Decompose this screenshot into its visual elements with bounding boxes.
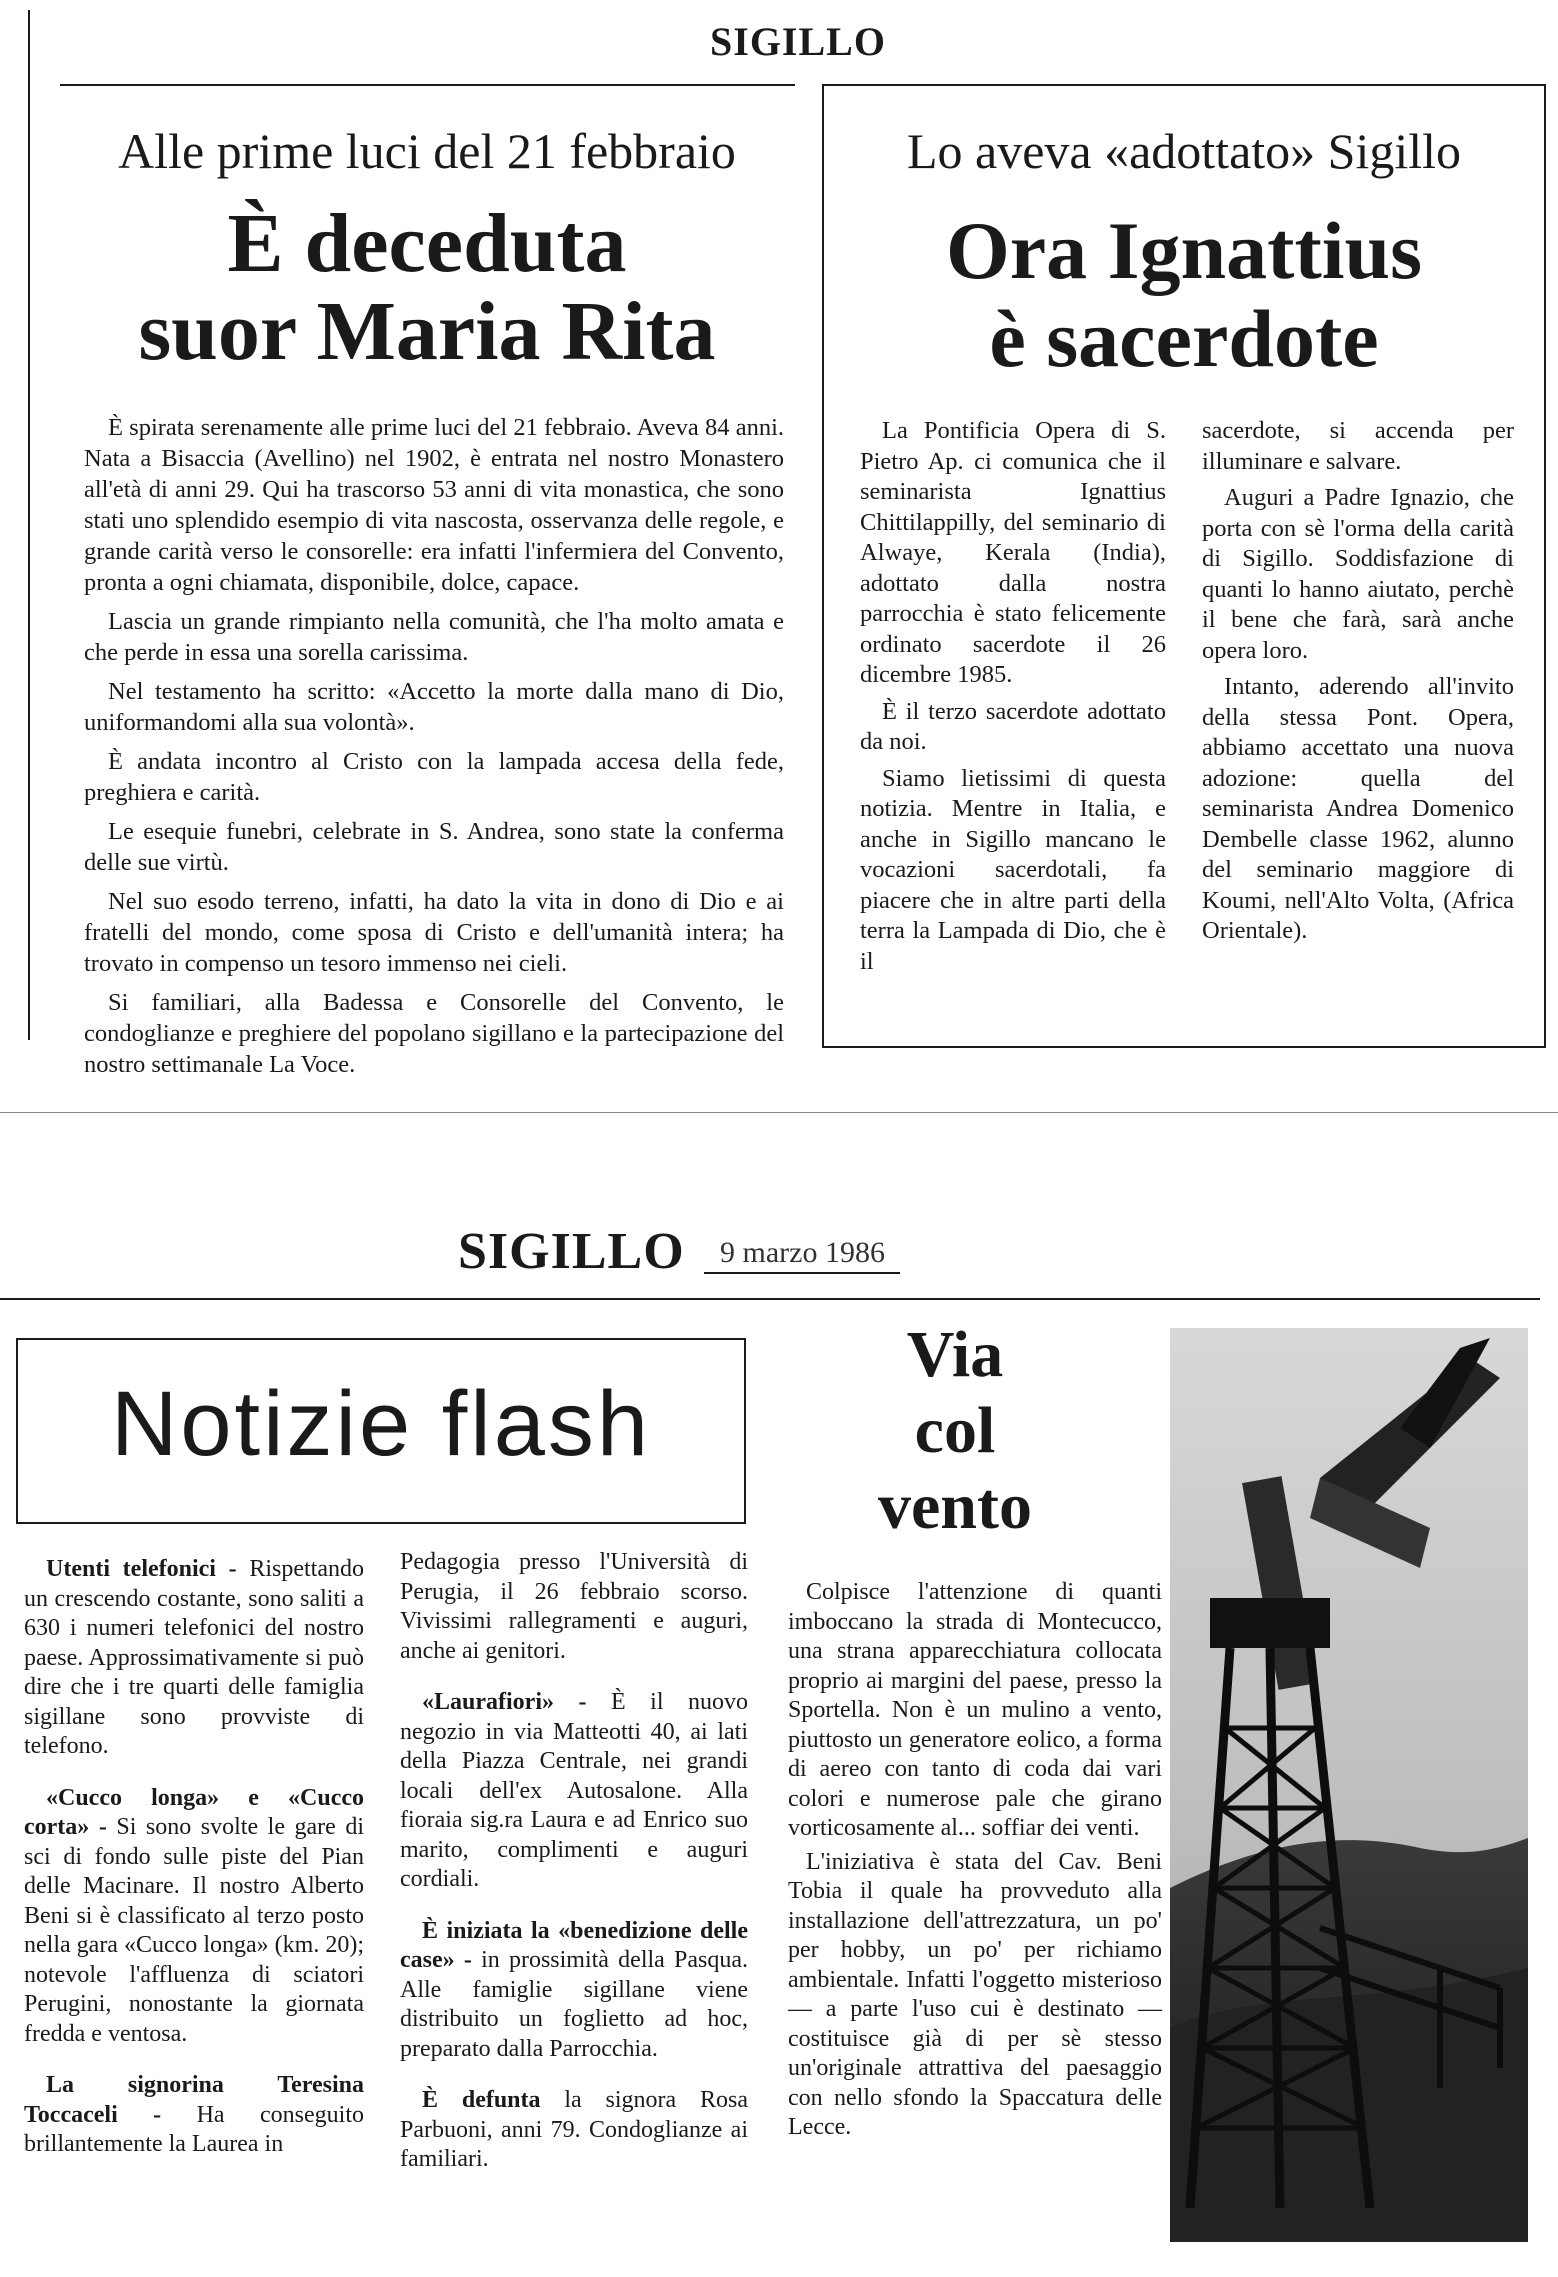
paragraph: È spirata serenamente alle prime luci del 21 febbraio. Aveva 84 anni. Nata a Bisaccia (Avellino) nel 1902, è entrata nel nostro Monastero all'età di anni 29. Qui ha trascorso 53 anni di vita monastica, che sono stati uno splendido esempio di vita nascosta, osservanza delle regole, e grande carità verso le consorelle: era infatti l'infermiera del Convento, pronta a ogni chiamata, disponibile, dolce, capace. (84, 414, 784, 596)
news-item-text: È il nuovo negozio in via Matteotti 40, ai lati della Piazza Centrale, nei grandi locali dell'ex Autosalone. Alla fioraia sig.ra Laura e ad Enrico suo marito, complimenti e auguri cordiali. (400, 1689, 748, 1892)
vento-headline-line3: vento (878, 1470, 1032, 1543)
paragraph: È andata incontro al Cristo con la lampada accesa della fede, preghiera e carità. (84, 748, 784, 806)
bottom-date-underline (704, 1272, 900, 1274)
top-right-headline-line2: è sacerdote (989, 293, 1379, 384)
news-item (400, 1917, 748, 2065)
top-left-kicker: Alle prime luci del 21 febbraio (118, 123, 736, 179)
bottom-masthead-rule (0, 1298, 1540, 1300)
news-item-text: Si sono svolte le gare di sci di fondo sulle piste del Pian delle Macinare. Il nostro Alberto Beni si è classificato al terzo posto nella gara «Cucco longa» (km. 20); notevole l'affluenza di sciatori Perugini, nonostante la giornata fredda e ventosa. (24, 1814, 364, 2047)
news-item-lead: La signorina Teresina Toccaceli - (24, 2072, 364, 2128)
news-item (400, 1688, 748, 1895)
vento-headline-line2: col (914, 1394, 996, 1467)
top-left-headline-line2: suor Maria Rita (138, 285, 716, 378)
bottom-masthead: SIGILLO (458, 1223, 685, 1280)
vento-body (788, 1578, 1162, 2165)
top-left-body (84, 412, 784, 1088)
wind-generator-icon (1170, 1328, 1528, 2242)
paragraph: Colpisce l'attenzione di quanti imboccano la strada di Montecucco, una strana apparecchiatura collocata proprio ai margini del paese, presso la Sportella. Non è un mulino a vento, piuttosto un generatore eolico, a forma di aereo con tanto di coda dai vari colori e numerose pale che girano vorticosamente al... soffiar dei venti. (788, 1579, 1162, 1841)
top-right-headline-line1: Ora Ignattius (945, 205, 1423, 296)
paragraph: Intanto, aderendo all'invito della stessa Pont. Opera, abbiamo accettato una nuova adozione: quella del seminarista Andrea Domenico Dembelle classe 1962, alunno del seminario maggiore di Koumi, nell'Alto Volta, (Africa Orientale). (1202, 673, 1514, 944)
news-item-lead: Utenti telefonici - (46, 1556, 237, 1582)
news-item-lead: «Cucco longa» e «Cucco corta» - (24, 1784, 364, 1840)
top-right-kicker: Lo aveva «adottato» Sigillo (906, 123, 1462, 179)
top-right-col2 (1202, 416, 1514, 953)
paragraph: La Pontificia Opera di S. Pietro Ap. ci comunica che il seminarista Ignattius Chittilappilly, del seminario di Alwaye, Kerala (India), adottato dalla nostra parrocchia è stato felicemente ordinato sacerdote il 26 dicembre 1985. (860, 417, 1166, 688)
paragraph: Nel testamento ha scritto: «Accetto la morte dalla mano di Dio, uniformandomi alla sua volontà». (84, 678, 784, 736)
news-item-text: Pedagogia presso l'Università di Perugia, il 26 febbraio scorso. Vivissimi rallegramenti e auguri, anche ai genitori. (400, 1549, 748, 1664)
vento-headline-line1: Via (906, 1318, 1004, 1391)
top-masthead: SIGILLO (710, 19, 886, 64)
news-item-text: in prossimità della Pasqua. Alle famiglie sigillane viene distribuito un foglietto ad hoc, preparato dalla Parrocchia. (400, 1947, 749, 2062)
paragraph: Siamo lietissimi di questa notizia. Mentre in Italia, e anche in Sigillo mancano le vocazioni sacerdotali, fa piacere che in altre parti della terra la Lampada di Dio, che è il (860, 764, 1166, 975)
news-item (24, 1555, 364, 1762)
flash-col2 (400, 1548, 748, 2197)
news-item (400, 1548, 748, 1666)
news-item (400, 2086, 748, 2175)
paragraph: Le esequie funebri, celebrate in S. Andrea, sono state la conferma delle sue virtù. (84, 818, 784, 876)
news-item-text: Rispettando un crescendo costante, sono saliti a 630 i numeri telefonici del nostro paese. Approssimativamente si può dire che i tre quarti delle famiglia sigillane sono provviste di telefono. (24, 1556, 364, 1759)
paragraph: L'iniziativa è stata del Cav. Beni Tobia il quale ha provveduto alla installazione dell'attrezzatura, un po' per hobby, un po' per richiamo ambientale. Infatti l'oggetto misterioso — a parte l'uso cui è destinato — costituisce già di per sè stesso un'originale attrattiva del paesaggio con nello sfondo la Spaccatura delle Lecce. (788, 1848, 1162, 2140)
paragraph: È il terzo sacerdote adottato da noi. (860, 697, 1166, 755)
clipping-separator (0, 1112, 1558, 1113)
news-item-text: Ha conseguito brillantemente la Laurea in (24, 2101, 364, 2157)
top-right-col1 (860, 416, 1166, 983)
news-item-lead: È defunta (422, 2087, 541, 2113)
wind-generator-photo (1170, 1328, 1528, 2242)
paragraph: Lascia un grande rimpianto nella comunità, che l'ha molto amata e che perde in essa una sorella carissima. (84, 608, 784, 666)
news-item (24, 2071, 364, 2160)
news-item-text: la signora Rosa Parbuoni, anni 79. Condoglianze ai familiari. (400, 2087, 748, 2172)
news-item-lead: È iniziata la «benedizione delle case» - (400, 1917, 748, 1973)
flash-title: Notizie flash (110, 1373, 652, 1475)
paragraph: Nel suo esodo terreno, infatti, ha dato la vita in dono di Dio e ai fratelli del mondo, come sposa di Cristo e dell'umanità intera; ha trovato in compenso un tesoro immenso nei cieli. (84, 888, 784, 977)
paragraph: Si familiari, alla Badessa e Consorelle del Convento, le condoglianze e preghiere del popolano sigillano e la partecipazione del nostro settimanale La Voce. (84, 989, 784, 1078)
paragraph: sacerdote, si accenda per illuminare e salvare. (1202, 417, 1514, 475)
top-masthead-rule (60, 84, 795, 86)
bottom-date: 9 marzo 1986 (720, 1236, 885, 1269)
news-item-lead: «Laurafiori» - (422, 1689, 587, 1715)
flash-col1 (24, 1555, 364, 2182)
top-left-border (28, 10, 30, 1040)
news-item (24, 1784, 364, 2050)
top-left-headline-line1: È deceduta (227, 197, 627, 290)
paragraph: Auguri a Padre Ignazio, che porta con sè l'orma della carità di Sigillo. Soddisfazione di quanti lo hanno aiutato, perchè il bene che farà, sarà anche opera loro. (1202, 484, 1514, 664)
